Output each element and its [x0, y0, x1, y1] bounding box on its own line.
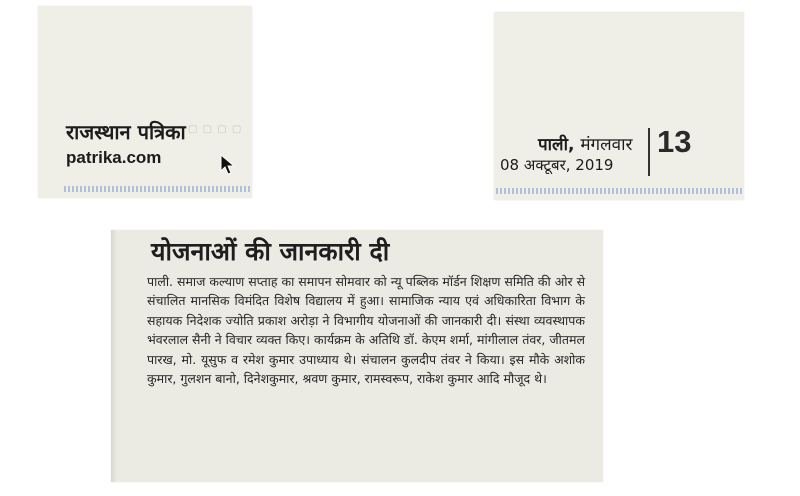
divider-rule	[64, 186, 250, 192]
bleed-through-text: ▢ ▢ ▢ ▢	[188, 124, 243, 135]
article-body: पाली. समाज कल्याण सप्ताह का समापन सोमवार को न्यू पब्लिक मॉर्डन शिक्षण समिति की ओर से संचालित मानसिक विमंदित विशेष विद्यालय में हुआ। सामाजिक न्याय एवं अधिकारिता विभाग के सहायक निदेशक ज्योति प्रकाश अरोड़ा ने विभागीय योजनाओं की जानकारी दी। संस्था व्यवस्थापक भंवरलाल सैनी ने विचार व्यक्त किए। कार्यक्रम के अतिथि डॉ. केएम शर्मा, मांगीलाल तंवर, जीतमल पारख, मो. यूसुफ व रमेश कुमार उपाध्याय थे। संचालन कुलदीप तंवर ने किया। इस मौके अशोक कुमार, गुलशन बानो, दिनेशकुमार, श्रवण कुमार, रामस्वरूप, राकेश कुमार आदि मौजूद थे।	[147, 274, 586, 387]
dateline-clipping	[494, 12, 744, 200]
masthead-clipping	[38, 6, 252, 198]
newspaper-name: राजस्थान पत्रिका	[66, 120, 186, 144]
article-headline: योजनाओं की जानकारी दी	[151, 237, 390, 266]
page-number: 13	[657, 124, 692, 159]
dateline-city	[538, 132, 632, 155]
vertical-divider	[648, 128, 650, 176]
dateline-date: 08 अक्टूबर, 2019	[500, 156, 614, 174]
article-clipping	[111, 230, 603, 482]
city-name: पाली,	[538, 135, 575, 155]
divider-rule	[496, 188, 742, 194]
weekday: मंगलवार	[580, 135, 633, 155]
clipping-edge-shadow	[111, 230, 117, 482]
arrow-cursor-icon	[220, 154, 236, 180]
newspaper-website: patrika.com	[66, 148, 162, 167]
